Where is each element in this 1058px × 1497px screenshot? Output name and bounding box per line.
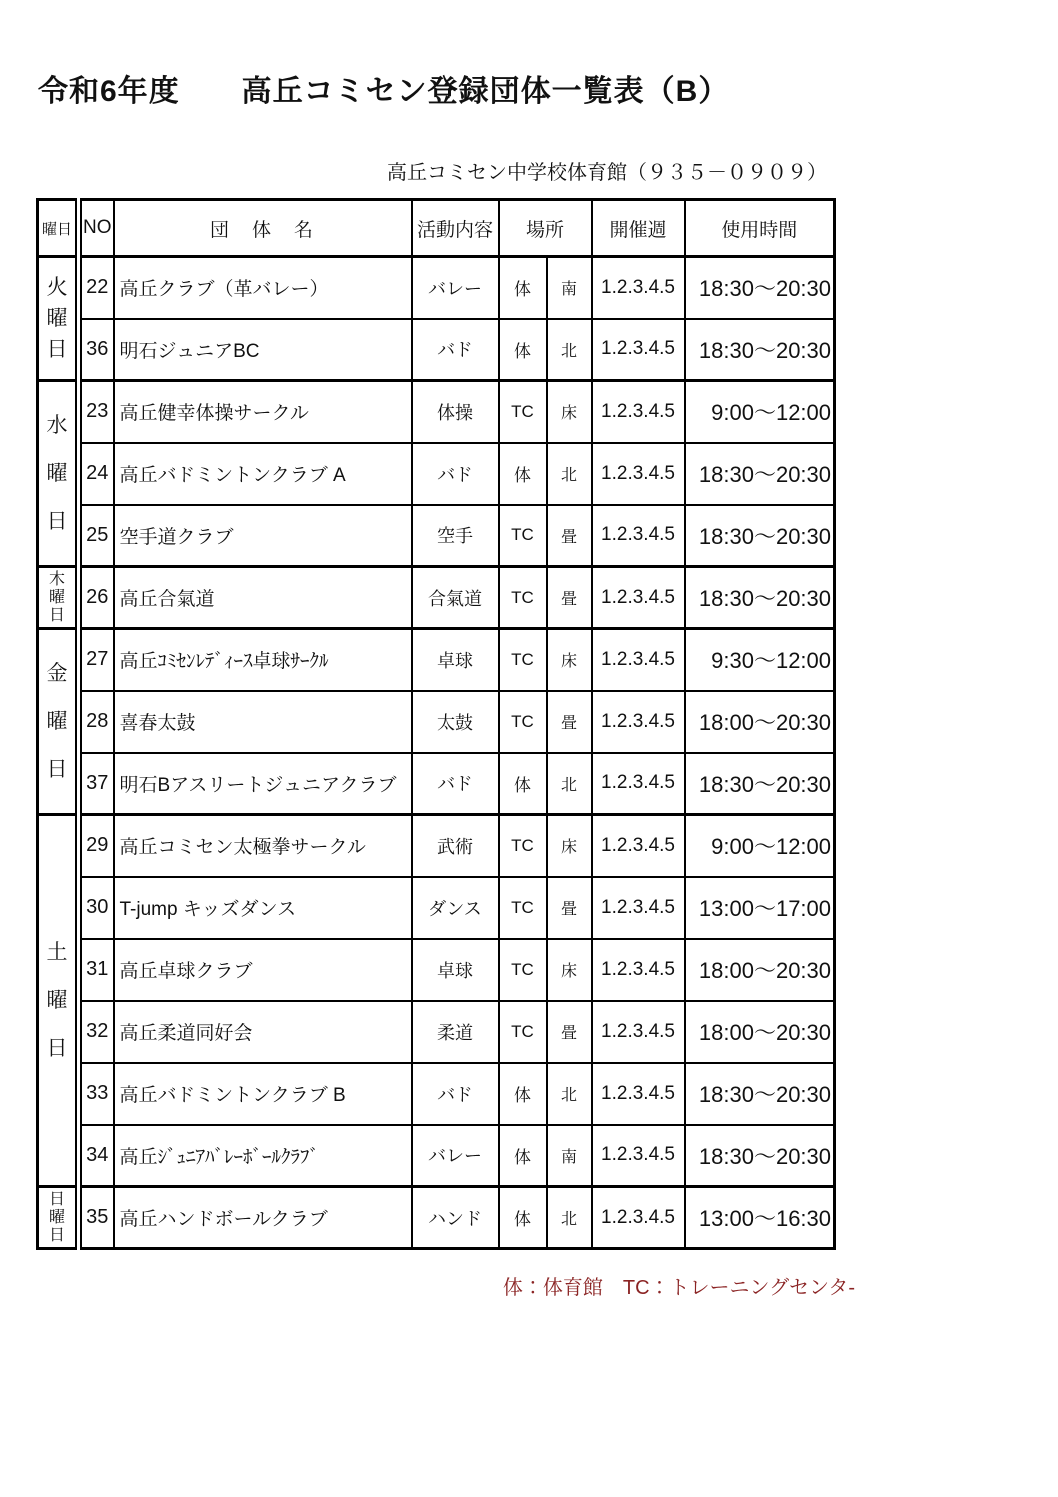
day-char: 曜 <box>46 307 68 330</box>
time-cell: 18:00～20:30 <box>685 939 835 1001</box>
table-row <box>38 1001 835 1063</box>
facility-cell: TC <box>499 381 547 443</box>
time-cell: 18:30～20:30 <box>685 443 835 505</box>
time-cell: 9:00～12:00 <box>685 815 835 877</box>
group-name-cell: 高丘ハンドボールクラブ <box>114 1187 412 1249</box>
activity-cell: バレー <box>412 1125 499 1187</box>
no-cell: 30 <box>79 877 114 939</box>
no-cell: 36 <box>79 319 114 381</box>
activity-cell: ハンド <box>412 1187 499 1249</box>
table-row <box>38 1125 835 1187</box>
no-cell: 32 <box>79 1001 114 1063</box>
no-cell: 26 <box>79 567 114 629</box>
group-name-cell: 高丘クラブ（革バレー） <box>114 257 412 319</box>
activity-cell: 合氣道 <box>412 567 499 629</box>
facility-cell: 体 <box>499 443 547 505</box>
table-row <box>38 505 835 567</box>
area-cell: 北 <box>547 753 592 815</box>
table-row <box>38 629 835 691</box>
area-cell: 畳 <box>547 1001 592 1063</box>
time-cell: 13:00～16:30 <box>685 1187 835 1249</box>
no-cell: 25 <box>79 505 114 567</box>
area-cell: 南 <box>547 257 592 319</box>
table-row <box>38 257 835 319</box>
document-body <box>36 156 855 1300</box>
facility-cell: TC <box>499 691 547 753</box>
no-cell: 31 <box>79 939 114 1001</box>
venue-subtitle: 高丘コミセン中学校体育館（９３５－０９０９） <box>387 162 827 184</box>
col-header-no: NO <box>79 200 114 257</box>
no-cell: 37 <box>79 753 114 815</box>
activity-cell: バド <box>412 319 499 381</box>
facility-cell: 体 <box>499 257 547 319</box>
day-char: 日 <box>46 1037 68 1060</box>
weeks-cell: 1.2.3.4.5 <box>592 567 685 629</box>
weeks-cell: 1.2.3.4.5 <box>592 691 685 753</box>
facility-cell: 体 <box>499 1063 547 1125</box>
day-char: 日 <box>46 758 68 781</box>
weeks-cell: 1.2.3.4.5 <box>592 629 685 691</box>
day-char: 日 <box>46 510 68 533</box>
day-cell <box>38 381 79 567</box>
weeks-cell: 1.2.3.4.5 <box>592 505 685 567</box>
facility-cell: 体 <box>499 1187 547 1249</box>
facility-cell: TC <box>499 939 547 1001</box>
col-header-time: 使用時間 <box>685 200 835 257</box>
facility-cell: TC <box>499 629 547 691</box>
day-char: 火 <box>46 276 68 299</box>
group-name-cell: 空手道クラブ <box>114 505 412 567</box>
day-char: 日 <box>48 1191 65 1208</box>
no-cell: 29 <box>79 815 114 877</box>
group-name-cell: T-jump キッズダンス <box>114 877 412 939</box>
table-body <box>38 257 835 1249</box>
no-cell: 24 <box>79 443 114 505</box>
table-row <box>38 691 835 753</box>
weeks-cell: 1.2.3.4.5 <box>592 257 685 319</box>
day-cell <box>38 1187 79 1249</box>
weeks-cell: 1.2.3.4.5 <box>592 1125 685 1187</box>
day-char: 日 <box>46 338 68 361</box>
group-name-cell: 喜春太鼓 <box>114 691 412 753</box>
table-row <box>38 1187 835 1249</box>
day-char: 土 <box>46 941 68 964</box>
area-cell: 北 <box>547 1063 592 1125</box>
facility-cell: TC <box>499 567 547 629</box>
activity-cell: 武術 <box>412 815 499 877</box>
table-row <box>38 1063 835 1125</box>
no-cell: 35 <box>79 1187 114 1249</box>
no-cell: 33 <box>79 1063 114 1125</box>
time-cell: 18:00～20:30 <box>685 1001 835 1063</box>
table-row <box>38 877 835 939</box>
group-name-cell: 高丘柔道同好会 <box>114 1001 412 1063</box>
time-cell: 18:30～20:30 <box>685 505 835 567</box>
header-row <box>38 200 835 257</box>
weeks-cell: 1.2.3.4.5 <box>592 753 685 815</box>
weeks-cell: 1.2.3.4.5 <box>592 939 685 1001</box>
time-cell: 9:00～12:00 <box>685 381 835 443</box>
activity-cell: 柔道 <box>412 1001 499 1063</box>
day-cell <box>38 567 79 629</box>
activity-cell: 体操 <box>412 381 499 443</box>
group-roster-table <box>36 198 836 1250</box>
weeks-cell: 1.2.3.4.5 <box>592 381 685 443</box>
facility-cell: 体 <box>499 319 547 381</box>
weeks-cell: 1.2.3.4.5 <box>592 1001 685 1063</box>
time-cell: 18:30～20:30 <box>685 257 835 319</box>
table-row <box>38 939 835 1001</box>
area-cell: 北 <box>547 319 592 381</box>
area-cell: 北 <box>547 1187 592 1249</box>
col-header-day: 曜日 <box>38 200 79 257</box>
day-char: 水 <box>46 414 68 437</box>
area-cell: 床 <box>547 815 592 877</box>
area-cell: 床 <box>547 939 592 1001</box>
day-char: 曜 <box>48 1209 65 1226</box>
weeks-cell: 1.2.3.4.5 <box>592 1063 685 1125</box>
day-cell <box>38 815 79 1187</box>
no-cell: 27 <box>79 629 114 691</box>
activity-cell: バド <box>412 1063 499 1125</box>
day-char: 曜 <box>46 462 68 485</box>
day-char: 曜 <box>46 710 68 733</box>
col-header-place: 場所 <box>499 200 592 257</box>
facility-cell: TC <box>499 815 547 877</box>
group-name-cell: 高丘コミセン太極拳サークル <box>114 815 412 877</box>
day-cell <box>38 629 79 815</box>
time-cell: 18:30～20:30 <box>685 567 835 629</box>
no-cell: 22 <box>79 257 114 319</box>
table-row <box>38 443 835 505</box>
weeks-cell: 1.2.3.4.5 <box>592 877 685 939</box>
facility-cell: 体 <box>499 1125 547 1187</box>
facility-cell: TC <box>499 505 547 567</box>
area-cell: 床 <box>547 381 592 443</box>
activity-cell: バレー <box>412 257 499 319</box>
day-char: 曜 <box>48 589 65 606</box>
col-header-name: 団 体 名 <box>114 200 412 257</box>
activity-cell: 空手 <box>412 505 499 567</box>
col-header-activity: 活動内容 <box>412 200 499 257</box>
time-cell: 18:30～20:30 <box>685 753 835 815</box>
day-char: 金 <box>46 662 68 685</box>
day-char: 木 <box>48 571 65 588</box>
area-cell: 畳 <box>547 505 592 567</box>
day-char: 日 <box>48 607 65 624</box>
legend-note: 体：体育館 TC：トレーニングセンタ- <box>502 1277 855 1299</box>
activity-cell: バド <box>412 753 499 815</box>
weeks-cell: 1.2.3.4.5 <box>592 1187 685 1249</box>
area-cell: 畳 <box>547 691 592 753</box>
group-name-cell: 明石ジュニアBC <box>114 319 412 381</box>
group-name-cell: 高丘バドミントンクラブ B <box>114 1063 412 1125</box>
facility-cell: TC <box>499 877 547 939</box>
day-char: 曜 <box>46 989 68 1012</box>
time-cell: 18:30～20:30 <box>685 1063 835 1125</box>
group-name-cell: 高丘バドミントンクラブ A <box>114 443 412 505</box>
page-title: 令和6年度 高丘コミセン登録団体一覧表（B） <box>38 75 730 108</box>
time-cell: 13:00～17:00 <box>685 877 835 939</box>
area-cell: 北 <box>547 443 592 505</box>
activity-cell: 卓球 <box>412 939 499 1001</box>
table-row <box>38 381 835 443</box>
no-cell: 28 <box>79 691 114 753</box>
area-cell: 畳 <box>547 877 592 939</box>
table-row <box>38 319 835 381</box>
day-char: 日 <box>48 1227 65 1244</box>
table-row <box>38 815 835 877</box>
time-cell: 18:00～20:30 <box>685 691 835 753</box>
no-cell: 34 <box>79 1125 114 1187</box>
group-name-cell: 高丘ｼﾞｭﾆｱﾊﾞﾚｰﾎﾞｰﾙｸﾗﾌﾞ <box>114 1125 412 1187</box>
day-cell <box>38 257 79 381</box>
group-name-cell: 明石Bアスリートジュニアクラブ <box>114 753 412 815</box>
activity-cell: ダンス <box>412 877 499 939</box>
table-row <box>38 567 835 629</box>
weeks-cell: 1.2.3.4.5 <box>592 443 685 505</box>
time-cell: 9:30～12:00 <box>685 629 835 691</box>
group-name-cell: 高丘合氣道 <box>114 567 412 629</box>
no-cell: 23 <box>79 381 114 443</box>
area-cell: 畳 <box>547 567 592 629</box>
group-name-cell: 高丘健幸体操サークル <box>114 381 412 443</box>
area-cell: 南 <box>547 1125 592 1187</box>
facility-cell: TC <box>499 1001 547 1063</box>
table-row <box>38 753 835 815</box>
time-cell: 18:30～20:30 <box>685 319 835 381</box>
time-cell: 18:30～20:30 <box>685 1125 835 1187</box>
activity-cell: 太鼓 <box>412 691 499 753</box>
activity-cell: 卓球 <box>412 629 499 691</box>
area-cell: 床 <box>547 629 592 691</box>
weeks-cell: 1.2.3.4.5 <box>592 815 685 877</box>
facility-cell: 体 <box>499 753 547 815</box>
activity-cell: バド <box>412 443 499 505</box>
group-name-cell: 高丘ｺﾐｾﾝﾚﾃﾞｨｰｽ卓球ｻｰｸﾙ <box>114 629 412 691</box>
col-header-weeks: 開催週 <box>592 200 685 257</box>
group-name-cell: 高丘卓球クラブ <box>114 939 412 1001</box>
weeks-cell: 1.2.3.4.5 <box>592 319 685 381</box>
